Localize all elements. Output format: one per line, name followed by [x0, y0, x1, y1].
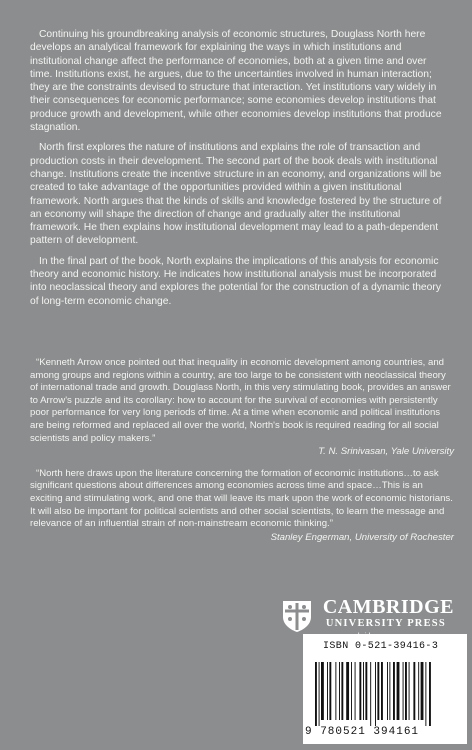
review-quotes: [30, 357, 454, 553]
quote-author: Stanley Engerman,: [270, 531, 353, 543]
quote-affiliation: Yale University: [390, 446, 454, 458]
ean-digits: 9 780521 394161: [305, 726, 420, 738]
publisher-name: CAMBRIDGE: [322, 596, 454, 618]
blurb-paragraph-1: Continuing his groundbreaking analysis of economic structures, Douglass North here develops an analytical framework for explaining the ways in which institutions and institutional change affect the performance of economies, both at a given time and over time. Institutions exist, he argues, due to the uncertainties involved in human interaction; they are the constraints devised to structure that interaction. Yet institutions vary widely in their consequences for economic performance; some economies develop institutions that produce growth and development, while other economies develop institutions that produce stagnation.: [30, 29, 442, 134]
isbn-label: ISBN 0-521-39416-3: [323, 641, 439, 652]
barcode-icon: [311, 662, 461, 726]
barcode-panel: [303, 634, 467, 744]
quote-text: “Kenneth Arrow once pointed out that inequality in economic development among countries, and among groups and regions within a country, are too large to be consistent with neoclassical theory of international trade and growth. Douglass North, in this very stimulating book, provides an answer to Arrow's puzzle and its corollary: how to account for the survival of economies with persistently poor performance for very long periods of time. At a time when economic and political institutions are being reformed and replaced all over the world, North's book is required reading for all social scientists and policy makers.”: [30, 357, 451, 444]
quote-affiliation: University of Rochester: [354, 531, 454, 543]
blurb-paragraph-2: North first explores the nature of institutions and explains the role of transaction and production costs in their development. The second part of the book deals with institutional change. Institutions create the incentive structure in an economy, and organizations will be created to take advantage of the opportunities provided within a given institutional framework. North argues that the kinds of skills and knowledge fostered by the structure of an economy will shape the direction of change and gradually alter the institutional framework. He then explains how institutional development may lead to a path-dependent pattern of development.: [30, 142, 442, 247]
blurb-paragraph-3: In the final part of the book, North explains the implications of this analysis for economic theory and economic history. He indicates how institutional analysis must be incorporated into neoclassical theory and explores the potential for the construction of a dynamic theory of long-term economic change.: [30, 255, 441, 307]
cambridge-crest-icon: [281, 599, 313, 633]
review-quote: [30, 468, 454, 545]
quote-attribution: [30, 446, 454, 459]
quote-attribution: [30, 532, 454, 545]
publisher-press: UNIVERSITY PRESS: [325, 618, 446, 629]
quote-text: “North here draws upon the literature concerning the formation of economic institutions…to ask significant questions about differences among economies across time and space…This is an exciting and stimulating work, and one that will leave its mark upon the work of economic historians. It will also be important for political scientists and other social scientists, to learn the message and relevance of an influential strain of non-mainstream economic thinking.”: [30, 467, 453, 530]
blurb: [30, 28, 450, 315]
review-quote: [30, 357, 454, 459]
quote-author: T. N. Srinivasan,: [318, 446, 389, 458]
